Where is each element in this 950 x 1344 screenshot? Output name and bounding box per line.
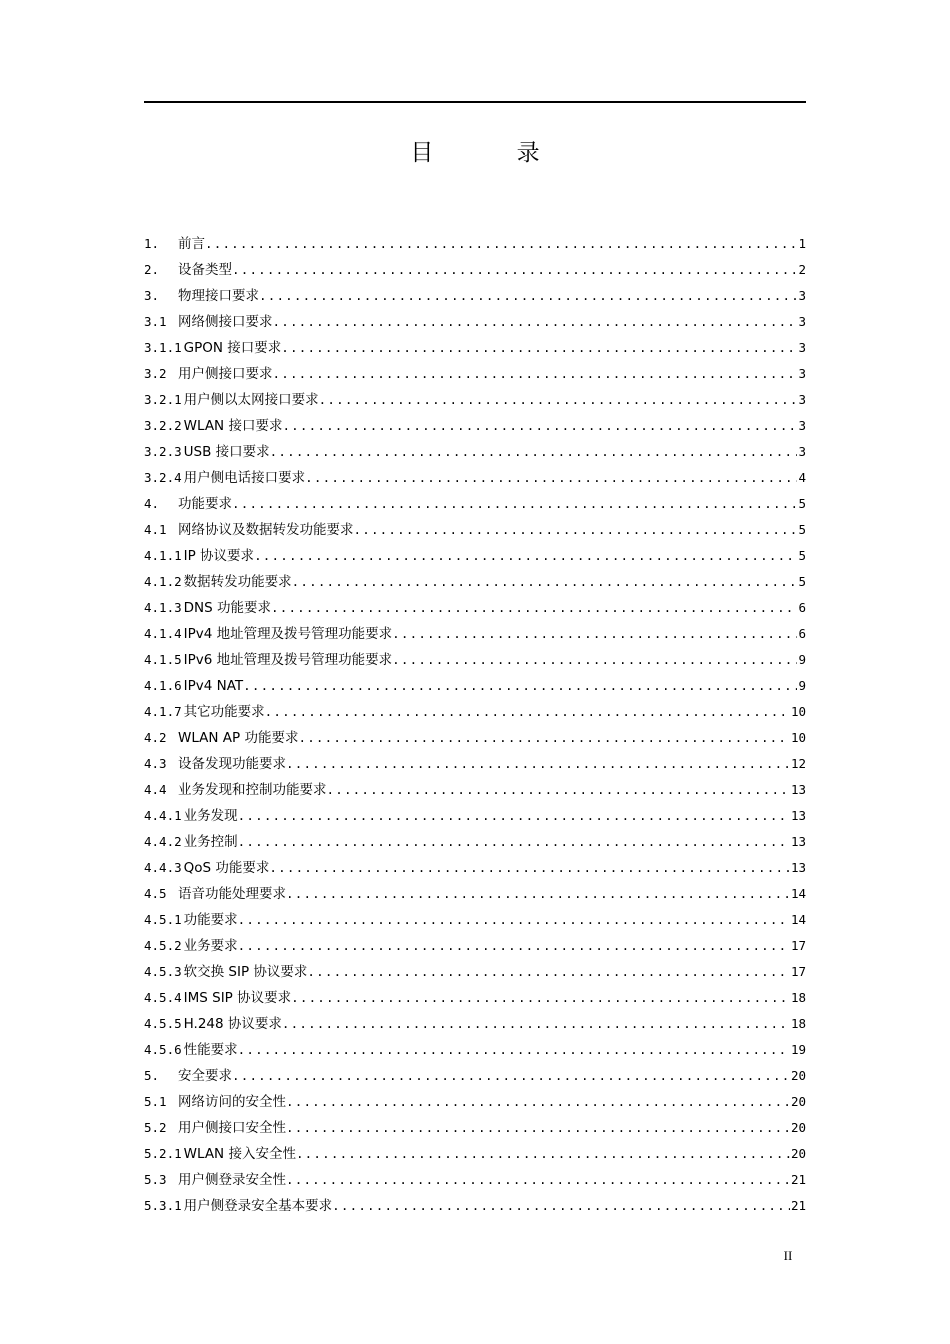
toc-entry-number: 3.2.4 xyxy=(144,470,182,485)
toc-entry[interactable] xyxy=(144,1089,806,1115)
toc-entry[interactable] xyxy=(144,751,806,777)
toc-entry-page: 3 xyxy=(798,314,806,329)
toc-entry[interactable] xyxy=(144,933,806,959)
toc-entry-page: 20 xyxy=(790,1068,806,1083)
toc-entry-leader xyxy=(273,361,798,387)
toc-entry-title: 用户侧以太网接口要求 xyxy=(183,392,319,408)
toc-entry-page: 3 xyxy=(798,444,806,459)
toc-entry-page: 4 xyxy=(798,470,806,485)
toc-entry-leader xyxy=(332,1193,790,1219)
toc-entry[interactable] xyxy=(144,569,806,595)
toc-entry-title: WLAN 接口要求 xyxy=(183,418,283,434)
toc-entry[interactable] xyxy=(144,1141,806,1167)
toc-entry-page: 12 xyxy=(790,756,806,771)
toc-entry-number: 3. xyxy=(144,288,160,303)
toc-entry[interactable] xyxy=(144,257,806,283)
toc-entry[interactable] xyxy=(144,1063,806,1089)
toc-entry-number: 4.1.5 xyxy=(144,652,182,667)
toc-entry-title: GPON 接口要求 xyxy=(183,340,282,356)
toc-entry-leader xyxy=(354,517,798,543)
toc-entry-leader xyxy=(286,1167,790,1193)
toc-entry-number: 5.3.1 xyxy=(144,1198,182,1213)
toc-entry[interactable] xyxy=(144,725,806,751)
toc-entry-leader xyxy=(232,1063,790,1089)
toc-entry-page: 6 xyxy=(798,626,806,641)
toc-entry[interactable] xyxy=(144,439,806,465)
toc-entry-title: WLAN AP 功能要求 xyxy=(178,730,299,746)
toc-entry[interactable] xyxy=(144,699,806,725)
toc-entry-leader xyxy=(286,1089,790,1115)
table-of-contents xyxy=(144,231,806,1219)
toc-entry-leader xyxy=(307,959,790,985)
toc-entry-number: 4.4.3 xyxy=(144,860,182,875)
toc-entry-title: 前言 xyxy=(178,236,205,252)
toc-entry-leader xyxy=(269,855,790,881)
toc-entry[interactable] xyxy=(144,907,806,933)
toc-entry-number: 4.1.1 xyxy=(144,548,182,563)
toc-entry[interactable] xyxy=(144,595,806,621)
toc-entry[interactable] xyxy=(144,491,806,517)
toc-entry-number: 4.5.1 xyxy=(144,912,182,927)
toc-entry-leader xyxy=(243,673,797,699)
toc-entry-number: 3.2.2 xyxy=(144,418,182,433)
toc-entry-title: 性能要求 xyxy=(183,1042,238,1058)
toc-entry-leader xyxy=(286,751,790,777)
toc-entry-title: 业务发现和控制功能要求 xyxy=(178,782,327,798)
toc-entry[interactable] xyxy=(144,543,806,569)
toc-entry-page: 19 xyxy=(790,1042,806,1057)
toc-entry-page: 6 xyxy=(798,600,806,615)
toc-entry-number: 5. xyxy=(144,1068,160,1083)
toc-entry-number: 4.1.6 xyxy=(144,678,182,693)
toc-entry-title: 用户侧接口安全性 xyxy=(178,1120,286,1136)
toc-entry[interactable] xyxy=(144,231,806,257)
toc-entry[interactable] xyxy=(144,283,806,309)
toc-entry-number: 4.4.1 xyxy=(144,808,182,823)
toc-entry-number: 5.3 xyxy=(144,1172,167,1187)
toc-entry-leader xyxy=(296,1141,790,1167)
toc-entry-page: 5 xyxy=(798,548,806,563)
toc-entry[interactable] xyxy=(144,647,806,673)
toc-entry-leader xyxy=(286,881,790,907)
toc-entry-title: WLAN 接入安全性 xyxy=(183,1146,296,1162)
toc-entry-page: 18 xyxy=(790,990,806,1005)
toc-entry-title: 网络侧接口要求 xyxy=(178,314,273,330)
toc-entry-page: 2 xyxy=(798,262,806,277)
toc-entry[interactable] xyxy=(144,1011,806,1037)
toc-entry-title: 软交换 SIP 协议要求 xyxy=(183,964,308,980)
toc-entry-page: 20 xyxy=(790,1146,806,1161)
toc-entry-title: IMS SIP 协议要求 xyxy=(183,990,292,1006)
toc-entry-number: 4.1.2 xyxy=(144,574,182,589)
toc-entry-page: 13 xyxy=(790,782,806,797)
toc-entry-number: 3.1 xyxy=(144,314,167,329)
toc-entry-title: DNS 功能要求 xyxy=(183,600,271,616)
toc-entry-number: 4.2 xyxy=(144,730,167,745)
toc-entry-title: 语音功能处理要求 xyxy=(178,886,286,902)
toc-entry-title: 业务发现 xyxy=(183,808,238,824)
toc-entry-title: 安全要求 xyxy=(178,1068,232,1084)
toc-entry-leader xyxy=(392,647,797,673)
toc-entry[interactable] xyxy=(144,1167,806,1193)
toc-entry-page: 9 xyxy=(798,678,806,693)
toc-entry-leader xyxy=(327,777,790,803)
toc-entry-number: 4.4 xyxy=(144,782,167,797)
toc-entry-leader xyxy=(270,439,798,465)
toc-entry-page: 14 xyxy=(790,912,806,927)
toc-entry-title: 用户侧登录安全基本要求 xyxy=(183,1198,333,1214)
toc-entry-title: 用户侧电话接口要求 xyxy=(183,470,306,486)
toc-entry-leader xyxy=(238,803,790,829)
toc-entry-title: USB 接口要求 xyxy=(183,444,270,460)
toc-entry-title: 物理接口要求 xyxy=(178,288,259,304)
toc-entry-leader xyxy=(232,491,797,517)
header-rule xyxy=(144,101,806,103)
page-number: II xyxy=(783,1248,793,1263)
toc-entry[interactable] xyxy=(144,335,806,361)
toc-entry-page: 1 xyxy=(798,236,806,251)
toc-entry-number: 4.5 xyxy=(144,886,167,901)
toc-entry[interactable] xyxy=(144,621,806,647)
toc-entry-title: 用户侧接口要求 xyxy=(178,366,273,382)
toc-entry-number: 5.2.1 xyxy=(144,1146,182,1161)
toc-entry-page: 5 xyxy=(798,574,806,589)
toc-entry-title: 网络访问的安全性 xyxy=(178,1094,286,1110)
toc-entry-page: 17 xyxy=(790,964,806,979)
toc-entry-number: 3.1.1 xyxy=(144,340,182,355)
toc-entry-number: 3.2.1 xyxy=(144,392,182,407)
toc-entry-leader xyxy=(282,1011,790,1037)
toc-entry-number: 4.1 xyxy=(144,522,167,537)
toc-entry-leader xyxy=(392,621,797,647)
toc-entry-title: 设备类型 xyxy=(178,262,232,278)
toc-entry[interactable] xyxy=(144,777,806,803)
toc-entry-title: 用户侧登录安全性 xyxy=(178,1172,286,1188)
toc-entry-page: 13 xyxy=(790,860,806,875)
toc-entry[interactable] xyxy=(144,1037,806,1063)
toc-entry-title: IPv4 地址管理及拨号管理功能要求 xyxy=(183,626,393,642)
toc-entry-page: 9 xyxy=(798,652,806,667)
toc-entry-page: 20 xyxy=(790,1094,806,1109)
toc-entry-title: 业务要求 xyxy=(183,938,238,954)
toc-entry[interactable] xyxy=(144,1193,806,1219)
toc-entry-number: 3.2 xyxy=(144,366,167,381)
toc-entry-number: 4.4.2 xyxy=(144,834,182,849)
toc-entry-leader xyxy=(205,231,797,257)
toc-entry-title: IPv6 地址管理及拨号管理功能要求 xyxy=(183,652,393,668)
toc-entry-leader xyxy=(281,335,797,361)
toc-entry-title: 数据转发功能要求 xyxy=(183,574,292,590)
toc-entry-page: 20 xyxy=(790,1120,806,1135)
toc-entry-page: 3 xyxy=(798,288,806,303)
toc-entry-page: 3 xyxy=(798,340,806,355)
toc-entry-page: 5 xyxy=(798,522,806,537)
toc-entry-leader xyxy=(238,907,790,933)
toc-entry-title: 功能要求 xyxy=(178,496,232,512)
toc-entry-leader xyxy=(259,283,797,309)
toc-entry-number: 4.3 xyxy=(144,756,167,771)
toc-entry[interactable] xyxy=(144,361,806,387)
toc-entry[interactable] xyxy=(144,413,806,439)
toc-entry-number: 5.1 xyxy=(144,1094,167,1109)
toc-entry-page: 21 xyxy=(790,1198,806,1213)
toc-entry-leader xyxy=(305,465,797,491)
toc-entry-number: 1. xyxy=(144,236,160,251)
toc-entry-leader xyxy=(232,257,797,283)
toc-entry-number: 4.5.5 xyxy=(144,1016,182,1031)
toc-entry-leader xyxy=(298,725,789,751)
toc-entry-leader xyxy=(319,387,798,413)
toc-entry-title: 业务控制 xyxy=(183,834,238,850)
toc-entry-page: 3 xyxy=(798,366,806,381)
toc-entry-page: 13 xyxy=(790,808,806,823)
toc-entry-leader xyxy=(273,309,798,335)
toc-entry[interactable] xyxy=(144,309,806,335)
toc-entry-number: 3.2.3 xyxy=(144,444,182,459)
toc-entry-number: 4.5.6 xyxy=(144,1042,182,1057)
toc-entry-title: H.248 协议要求 xyxy=(183,1016,282,1032)
toc-entry-title: 网络协议及数据转发功能要求 xyxy=(178,522,354,538)
toc-entry-number: 4. xyxy=(144,496,160,511)
toc-entry-number: 4.5.2 xyxy=(144,938,182,953)
toc-entry-leader xyxy=(291,985,790,1011)
toc-entry-title: IPv4 NAT xyxy=(183,678,244,694)
toc-entry-page: 5 xyxy=(798,496,806,511)
toc-entry-page: 10 xyxy=(790,730,806,745)
toc-entry-page: 3 xyxy=(798,418,806,433)
toc-entry-page: 18 xyxy=(790,1016,806,1031)
toc-entry[interactable] xyxy=(144,673,806,699)
toc-entry-leader xyxy=(286,1115,790,1141)
toc-entry-title: 功能要求 xyxy=(183,912,238,928)
toc-entry[interactable] xyxy=(144,517,806,543)
toc-entry-leader xyxy=(254,543,797,569)
toc-entry[interactable] xyxy=(144,855,806,881)
toc-entry-leader xyxy=(271,595,797,621)
toc-entry-page: 17 xyxy=(790,938,806,953)
toc-entry-number: 4.5.3 xyxy=(144,964,182,979)
toc-entry-leader xyxy=(292,569,798,595)
toc-entry[interactable] xyxy=(144,387,806,413)
toc-entry[interactable] xyxy=(144,465,806,491)
toc-entry-title: 设备发现功能要求 xyxy=(178,756,286,772)
toc-entry[interactable] xyxy=(144,985,806,1011)
toc-entry[interactable] xyxy=(144,829,806,855)
toc-entry[interactable] xyxy=(144,803,806,829)
toc-entry-leader xyxy=(282,413,797,439)
toc-entry-title: QoS 功能要求 xyxy=(183,860,270,876)
page-title: 目 录 xyxy=(410,140,578,166)
toc-entry-number: 5.2 xyxy=(144,1120,167,1135)
toc-entry-number: 4.5.4 xyxy=(144,990,182,1005)
toc-entry-page: 3 xyxy=(798,392,806,407)
toc-entry-number: 2. xyxy=(144,262,160,277)
toc-entry-leader xyxy=(238,933,790,959)
toc-entry-title: IP 协议要求 xyxy=(183,548,255,564)
toc-entry-leader xyxy=(265,699,790,725)
toc-entry-page: 14 xyxy=(790,886,806,901)
toc-entry[interactable] xyxy=(144,881,806,907)
toc-entry-page: 13 xyxy=(790,834,806,849)
toc-entry-number: 4.1.7 xyxy=(144,704,182,719)
toc-entry-leader xyxy=(238,1037,790,1063)
toc-entry-number: 4.1.4 xyxy=(144,626,182,641)
toc-entry-page: 10 xyxy=(790,704,806,719)
toc-entry[interactable] xyxy=(144,959,806,985)
toc-entry-leader xyxy=(238,829,790,855)
toc-entry-number: 4.1.3 xyxy=(144,600,182,615)
toc-entry[interactable] xyxy=(144,1115,806,1141)
toc-entry-page: 21 xyxy=(790,1172,806,1187)
toc-entry-title: 其它功能要求 xyxy=(183,704,265,720)
